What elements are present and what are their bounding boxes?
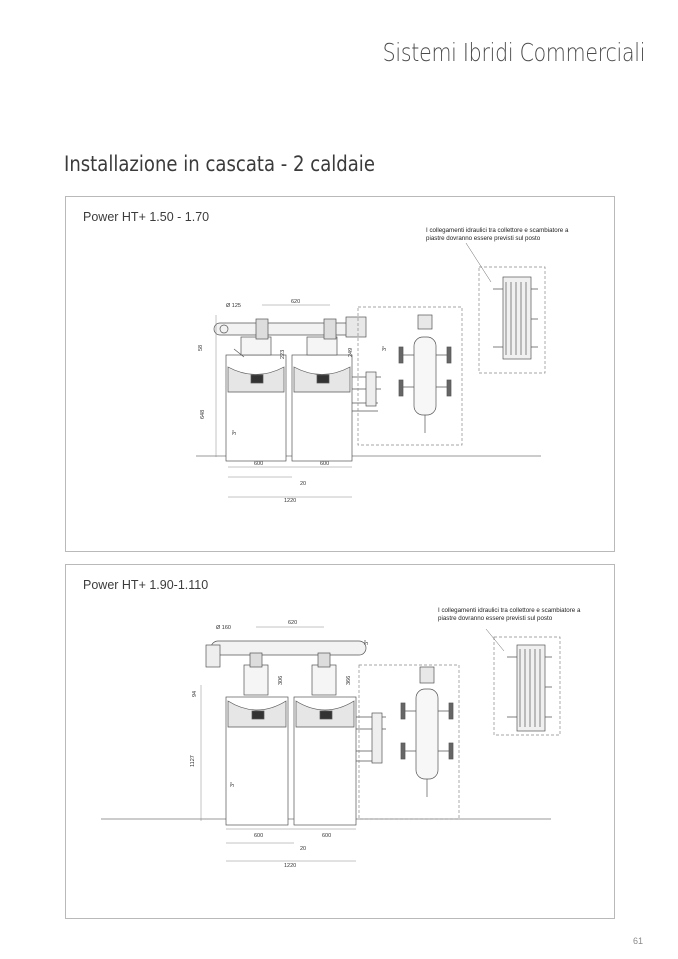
installation-panel-2	[65, 564, 615, 919]
section-title: Installazione in cascata - 2 caldaie	[64, 152, 375, 176]
height-mid-label: 223	[280, 349, 286, 359]
hydraulic-note: I collegamenti idraulici tra collettore e scambiatore a piastre dovranno essere previsti sul posto	[426, 227, 569, 242]
flue-diameter-label: Ø 125	[226, 303, 241, 309]
width-a-label: 600	[254, 833, 264, 839]
page-number: 61	[632, 936, 643, 946]
document-header-title: Sistemi Ibridi Commerciali	[382, 38, 645, 67]
height-left-label: 94	[192, 690, 198, 697]
hydraulic-note: I collegamenti idraulici tra collettore e scambiatore a piastre dovranno essere previsti sul posto	[438, 607, 581, 622]
width-b-label: 600	[322, 833, 332, 839]
cascade-technical-drawing	[66, 565, 614, 918]
body-height-label: 1127	[190, 755, 196, 767]
flue-diameter-label: Ø 160	[216, 625, 231, 631]
width-a-label: 600	[254, 461, 264, 467]
height-right-label: 249	[348, 347, 354, 357]
panel-title: Power HT+ 1.90-1.110	[83, 578, 209, 592]
width-b-label: 600	[320, 461, 330, 467]
body-height-label: 648	[200, 409, 206, 419]
gap-label: 20	[300, 481, 307, 487]
panel-title: Power HT+ 1.50 - 1.70	[83, 210, 210, 224]
height-left-label: 58	[198, 344, 204, 351]
cascade-technical-drawing	[66, 197, 614, 551]
total-width-label: 1220	[284, 863, 297, 869]
tilt-label: 3°	[382, 345, 388, 351]
height-right-label: 366	[346, 675, 352, 685]
gap-label: 20	[300, 846, 307, 852]
spacing-top-label: 620	[288, 620, 298, 626]
tilt-label: 3°	[364, 639, 370, 645]
total-width-label: 1220	[284, 498, 297, 504]
installation-panel-1	[65, 196, 615, 552]
height-mid-label: 306	[278, 675, 284, 685]
slope-mark-label: 3°	[230, 781, 236, 787]
slope-mark-label: 3°	[232, 429, 238, 435]
spacing-top-label: 620	[291, 299, 301, 305]
